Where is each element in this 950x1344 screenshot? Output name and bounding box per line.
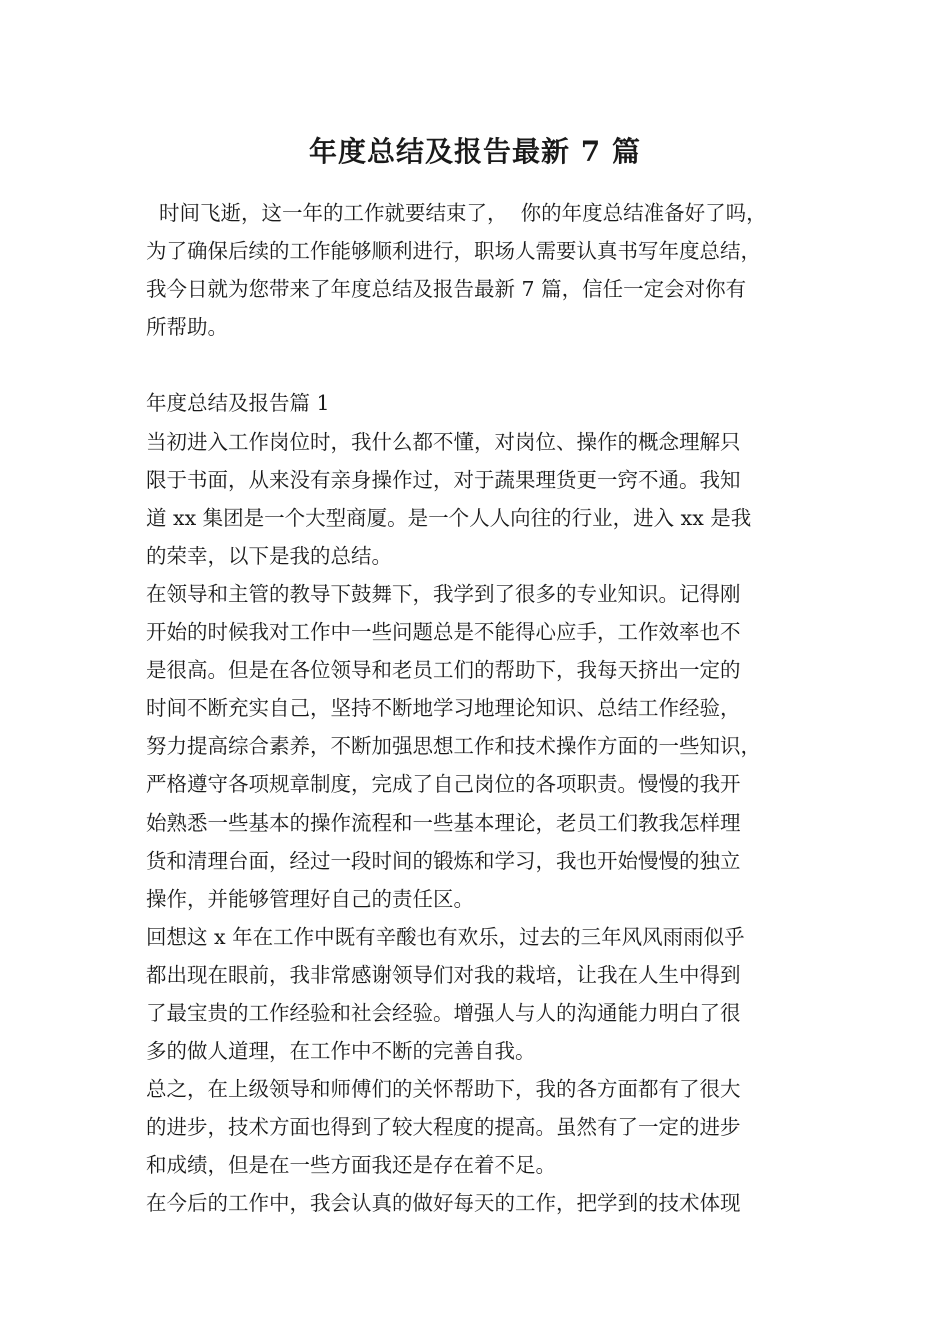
body-line: 货和清理台面，经过一段时间的锻炼和学习，我也开始慢慢的独立 <box>146 848 741 873</box>
body-line: 道 xx 集团是一个大型商厦。是一个人人向往的行业，进入 xx 是我 <box>146 505 752 530</box>
body-line: 都出现在眼前，我非常感谢领导们对我的栽培，让我在人生中得到 <box>146 962 741 987</box>
body-line: 开始的时候我对工作中一些问题总是不能得心应手，工作效率也不 <box>146 620 741 645</box>
body-line: 多的做人道理，在工作中不断的完善自我。 <box>146 1039 536 1064</box>
body-line: 操作，并能够管理好自己的责任区。 <box>146 886 474 911</box>
body-line: 限于书面，从来没有亲身操作过，对于蔬果理货更一窍不通。我知 <box>146 467 741 492</box>
intro-line: 为了确保后续的工作能够顺利进行，职场人需要认真书写年度总结， <box>146 239 761 264</box>
body-line: 时间不断充实自己，坚持不断地学习地理论知识、总结工作经验， <box>146 696 741 721</box>
intro-line: 时间飞逝，这一年的工作就要结束了， 你的年度总结准备好了吗， <box>146 201 767 225</box>
body-line: 的进步，技术方面也得到了较大程度的提高。虽然有了一定的进步 <box>146 1115 741 1140</box>
body-line: 是很高。但是在各位领导和老员工们的帮助下，我每天挤出一定的 <box>146 658 741 683</box>
intro-line: 我今日就为您带来了年度总结及报告最新 7 篇，信任一定会对你有 <box>146 277 747 302</box>
body-line: 当初进入工作岗位时，我什么都不懂，对岗位、操作的概念理解只 <box>146 429 741 454</box>
document-content <box>146 194 812 1223</box>
body-line: 和成绩，但是在一些方面我还是存在着不足。 <box>146 1153 556 1178</box>
section-heading: 年度总结及报告篇 1 <box>146 391 330 416</box>
paragraph-spacer <box>146 346 812 384</box>
body-line: 努力提高综合素养，不断加强思想工作和技术操作方面的一些知识， <box>146 734 761 759</box>
body-line: 的荣幸，以下是我的总结。 <box>146 543 392 568</box>
document-title: 年度总结及报告最新 7 篇 <box>309 135 641 168</box>
body-line: 了最宝贵的工作经验和社会经验。增强人与人的沟通能力明白了很 <box>146 1000 741 1025</box>
body-line: 在领导和主管的教导下鼓舞下，我学到了很多的专业知识。记得刚 <box>146 581 741 606</box>
body-line: 始熟悉一些基本的操作流程和一些基本理论，老员工们教我怎样理 <box>146 810 741 835</box>
intro-line: 所帮助。 <box>146 315 228 340</box>
body-line: 回想这 x 年在工作中既有辛酸也有欢乐，过去的三年风风雨雨似乎 <box>146 924 745 949</box>
body-line: 在今后的工作中，我会认真的做好每天的工作，把学到的技术体现 <box>146 1191 741 1216</box>
body-line: 严格遵守各项规章制度，完成了自己岗位的各项职责。慢慢的我开 <box>146 772 741 797</box>
body-line: 总之，在上级领导和师傅们的关怀帮助下，我的各方面都有了很大 <box>146 1077 741 1102</box>
